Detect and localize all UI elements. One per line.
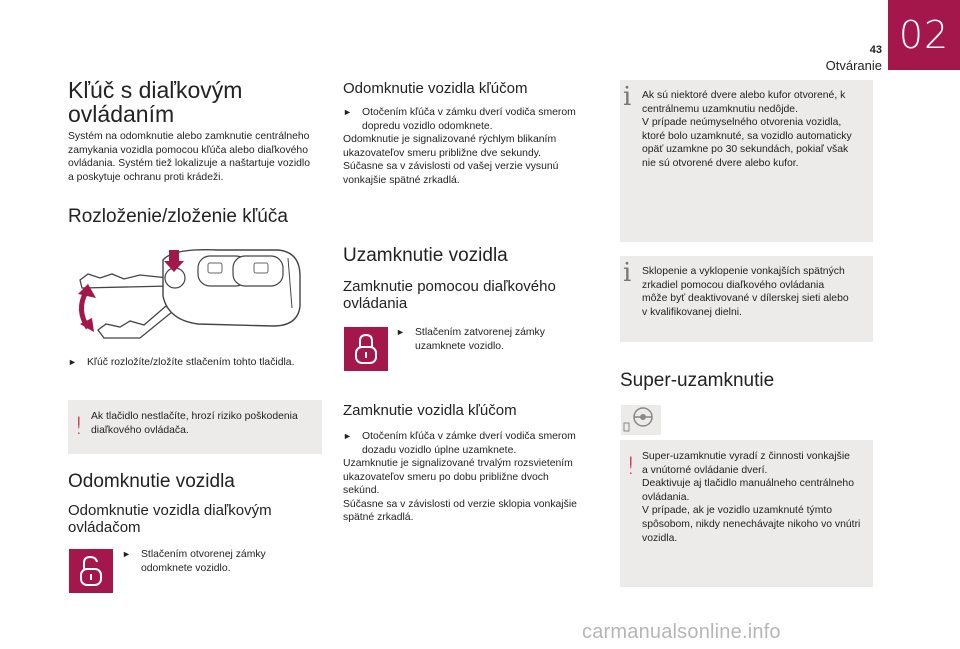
lock-remote-bullet: ► Stlačením zatvorenej zámky uzamknete vozidlo. <box>396 327 545 352</box>
bullet-arrow-icon: ► <box>396 327 405 337</box>
unlock-heading: Odomknutie vozidla <box>68 471 235 492</box>
super-lock-illustration <box>621 405 661 435</box>
watermark: carmanualsonline.info <box>582 621 781 643</box>
info-icon: i <box>623 82 632 112</box>
chapter-number-badge: 02 <box>888 0 960 70</box>
super-lock-warning-note: ! Super-uzamknutie vyradí z činnosti vonkajšie a vnútorné ovládanie dverí. Deaktivuje aj tlačidlo manuálneho centrálneho ovládania. V prípade, ak je vozidlo uzamknuté týmto spôsobom, nikdy nenechávajte nikoho vo vnútri vozidla. <box>620 440 873 587</box>
warning-exclamation-icon: ! <box>626 452 636 480</box>
unlock-remote-heading: Odomknutie vozidla diaľkovým ovládačom <box>68 502 272 536</box>
info-note-mirrors: i Sklopenie a vyklopenie vonkajších spätných zrkadiel pomocou diaľkového ovládania môže byť deaktivované v dílerskej sieti alebo v kvalifikovanej dielni. <box>620 256 873 342</box>
info-icon: i <box>623 258 632 288</box>
section-title: Kľúč s diaľkovým ovládaním <box>68 77 243 127</box>
unlock-button-tile <box>69 549 113 593</box>
unlock-key-paragraph: Odomknutie je signalizované rýchlym blikaním ukazovateľov smeru približne dve sekundy. Súčasne sa v závislosti od vašej verzie vysunú vonkajšie spätné zrkadlá. <box>343 134 559 186</box>
lock-heading: Uzamknutie vozidla <box>343 245 508 266</box>
open-lock-icon <box>69 549 113 593</box>
key-illustration <box>68 248 308 348</box>
lock-remote-heading: Zamknutie pomocou diaľkového ovládania <box>343 278 556 312</box>
bullet-arrow-icon: ► <box>343 431 352 441</box>
fold-heading: Rozloženie/zloženie kľúča <box>68 206 288 227</box>
super-lock-heading: Super-uzamknutie <box>620 370 775 391</box>
lock-key-paragraph: Uzamknutie je signalizované trvalým rozsvietením ukazovateľov smeru po dobu približne dvoch sekúnd. Súčasne sa v závislosti od verzie sklopia vonkajšie spätné zrkadlá. <box>343 458 577 524</box>
info-note-central-locking: i Ak sú niektoré dvere alebo kufor otvorené, k centrálnemu uzamknutiu nedôjde. V prípade neúmyselného otvorenia vozidla, ktoré bolo uzamknuté, sa vozidlo automaticky opäť uzamkne po 30 sekundách, pokiaľ však nie sú otvorené dvere alebo kufor. <box>620 80 873 242</box>
unlock-key-bullet: ► Otočením kľúča v zámku dverí vodiča smerom dopredu vozidlo odomknete. <box>343 107 576 132</box>
closed-lock-icon <box>344 327 388 371</box>
warning-exclamation-icon: ! <box>74 412 84 440</box>
bullet-arrow-icon: ► <box>343 107 352 117</box>
warning-note: ! Ak tlačidlo nestlačíte, hrozí riziko poškodenia diaľkového ovládača. <box>68 400 322 454</box>
page-number: 43 <box>869 44 882 56</box>
lock-key-bullet: ► Otočením kľúča v zámke dverí vodiča smerom dozadu vozidlo úplne uzamknete. <box>343 431 576 456</box>
unlock-remote-bullet: ► Stlačením otvorenej zámky odomknete vozidlo. <box>122 549 266 574</box>
bullet-arrow-icon: ► <box>122 549 131 559</box>
bullet-arrow-icon: ► <box>68 357 77 367</box>
intro-paragraph: Systém na odomknutie alebo zamknutie centrálneho zamykania vozidla pomocou kľúča alebo diaľkového ovládania. Systém tiež lokalizuje a naštartuje vozidlo a poskytuje ochranu proti krádeži. <box>68 131 310 183</box>
chapter-title: Otváranie <box>825 58 882 73</box>
unlock-key-heading: Odomknutie vozidla kľúčom <box>343 80 528 97</box>
lock-button-tile <box>344 327 388 371</box>
fold-bullet: ► Kľúč rozložíte/zložíte stlačením tohto tlačidla. <box>68 357 295 368</box>
lock-key-heading: Zamknutie vozidla kľúčom <box>343 402 517 419</box>
steering-wheel-icon <box>621 405 661 435</box>
